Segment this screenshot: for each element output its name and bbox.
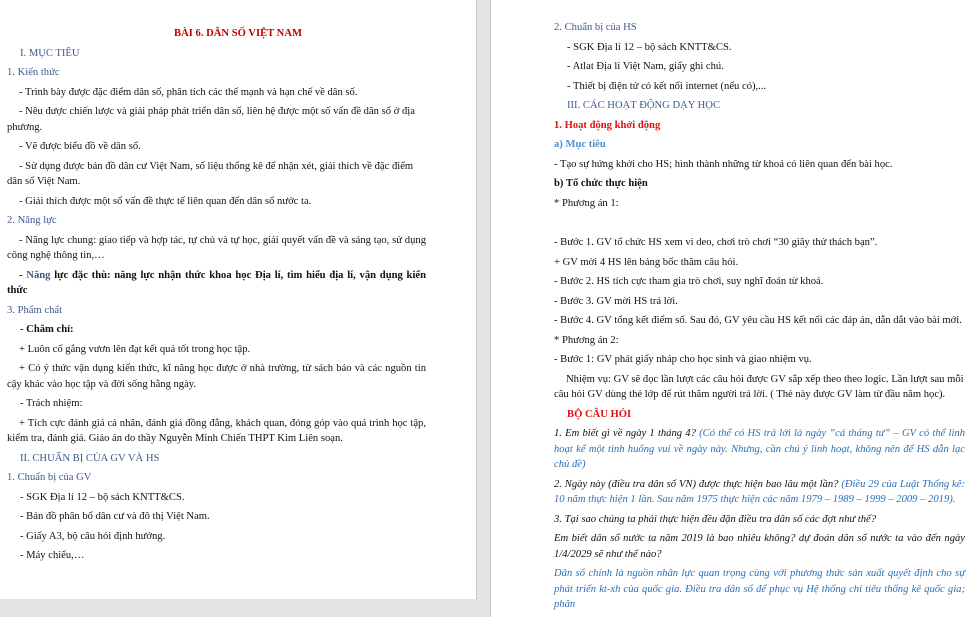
subheading-kien-thuc: 1. Kiến thức — [7, 67, 60, 78]
list-item: - SGK Địa lí 12 – bộ sách KNTT&CS. — [567, 41, 732, 53]
list-item: - Bản đồ phân bố dân cư và đô thị Việt Nam. — [20, 511, 210, 522]
question-text: 2. Ngày này (điều tra dân số VN) được thực hiện bao lâu một lần? — [554, 478, 842, 490]
list-item: + GV mời 4 HS lên bảng bốc thăm câu hỏi. — [554, 256, 739, 268]
paragraph: + Luôn cố gắng vươn lên đạt kết quả tốt trong học tập. — [19, 343, 251, 355]
label-phuong-an-2: * Phương án 2: — [554, 334, 619, 346]
question-2 — [554, 477, 965, 508]
paragraph: - Nêu được chiến lược và giải pháp phát triển dân số, liên hệ được một số vấn đề dân số ở địa phương. — [7, 106, 415, 133]
paragraph: - Giải thích được một số vấn đề thực tế liên quan đến dân số nước ta. — [19, 195, 312, 207]
document-page-left — [0, 0, 477, 599]
question-4 — [554, 531, 965, 562]
question-text: Em biết dân số nước ta năm 2019 là bao nhiêu không? dự đoán dân số nước ta vào đến ngày 1/4/2029 sẽ như thế nào? — [554, 533, 965, 560]
paragraph: - Tạo sự hứng khởi cho HS; hình thành những từ khoá có liên quan đến bài học. — [554, 158, 893, 170]
subheading-nang-luc: 2. Năng lực — [7, 215, 57, 226]
paragraph: + Có ý thức vận dụng kiến thức, kĩ năng học được ở nhà trường, từ sách báo và các nguồn tin cậy khác vào học tập và đời sống hằng ngày. — [7, 363, 426, 390]
paragraph: - Vẽ được biểu đồ về dân số. — [19, 141, 141, 152]
list-item: - Thiết bị điện tử có kết nối internet (nếu có),... — [567, 80, 767, 92]
list-item: - SGK Địa lí 12 – bộ sách KNTT&CS. — [20, 491, 185, 503]
section-heading-chuan-bi: II. CHUẨN BỊ CỦA GV VÀ HS — [20, 452, 160, 464]
list-item: - Giấy A3, bộ câu hỏi định hướng. — [20, 530, 166, 542]
section-heading-muc-tieu: I. MỤC TIÊU — [20, 47, 80, 59]
text: - — [19, 269, 27, 281]
answer-hint: (Điều 29 của Luật Thống kê: 10 năm thực hiện 1 lần. Sau năm 1975 thực hiện các năm 1979 – 1989 – 1999 – 2009 – 2019). — [554, 478, 965, 505]
question-3 — [554, 512, 965, 528]
list-item: - Bước 1. GV tổ chức HS xem vi deo, chơi trò chơi “30 giây thử thách bạn”. — [554, 237, 878, 248]
question-text: 3. Tại sao chúng ta phải thực hiện đều đặn điều tra dân số các đợt như thế? — [554, 513, 877, 525]
paragraph: + Tích cực đánh giá cá nhân, đánh giá đồng đẳng, khách quan, đóng góp vào quá trình học tập, kiểm tra, đánh giá. Giáo án do thầy Nguyễn Minh Chiến THPT Kim Liên soạn. — [7, 417, 426, 444]
heading-hoat-dong-khoi-dong: 1. Hoạt động khởi động — [554, 119, 661, 131]
list-item: - Bước 2. HS tích cực tham gia trò chơi, suy nghĩ đoán từ khoá. — [554, 276, 824, 287]
label-phuong-an-1: * Phương án 1: — [554, 197, 619, 209]
answer-hint: (Có thể có HS trả lời là ngày ”cá tháng tư” – GV có thể linh hoạt kể một tình huống vui về ngày này. Nhưng, cần chú ý linh hoạt, không nên để HS dẫn lạc chủ đề) — [554, 428, 966, 470]
heading-bo-cau-hoi: BỘ CÂU HỎI — [567, 408, 632, 420]
list-item: - Bước 4. GV tổng kết điểm số. Sau đó, GV yêu cầu HS kết nối các đáp án, dẫn dắt vào bài mới. — [554, 315, 962, 326]
list-item: - Atlat Địa lí Việt Nam, giấy ghi chú. — [567, 61, 724, 72]
subheading-chuan-bi-hs: 2. Chuẩn bị của HS — [554, 22, 637, 33]
label-trach-nhiem: - Trách nhiệm: — [20, 398, 83, 409]
paragraph-nhiem-vu: Nhiệm vụ: GV sẽ đọc lần lượt các câu hỏi được GV sắp xếp theo theo logic. Lần lượt sau mỗi câu hỏi GV dùng thẻ lớp để rút thăm người trả lời. ( Thẻ này được GV làm từ đầu năm học). — [554, 373, 964, 400]
paragraph: - Trình bày được đặc điểm dân số, phân tích các thế mạnh và hạn chế về dân số. — [19, 86, 358, 98]
text-highlight: Năng — [26, 269, 51, 281]
text: lực đặc thù: năng lực nhận thức khoa học Địa lí, tìm hiểu địa lí, vận dụng kiến thức — [7, 269, 426, 296]
heading-to-chuc: b) Tổ chức thực hiện — [554, 178, 648, 189]
list-item: - Máy chiếu,… — [20, 550, 85, 561]
section-heading-hoat-dong: III. CÁC HOẠT ĐỘNG DẠY HỌC — [567, 100, 721, 111]
subheading-pham-chat: 3. Phẩm chất — [7, 304, 63, 316]
question-1 — [554, 426, 965, 473]
document-title: BÀI 6. DÂN SỐ VIỆT NAM — [174, 28, 302, 39]
answer-paragraph: Dân số chính là nguồn nhân lực quan trọng cùng với phương thức sản xuất quyết định cho sự phát triển kt-xh của quốc gia. Điều tra dân số để phục vụ Hệ thống chỉ tiêu thống kê quốc gia; phân — [554, 568, 965, 610]
label-cham-chi: - Chăm chỉ: — [20, 324, 74, 335]
subheading-chuan-bi-gv: 1. Chuẩn bị của GV — [7, 472, 92, 483]
question-text: 1. Em biết gì về ngày 1 tháng 4? — [554, 428, 700, 439]
list-item: - Bước 1: GV phát giấy nháp cho học sinh và giao nhiệm vụ. — [554, 354, 812, 365]
paragraph-nang-luc-dac-thu — [7, 268, 426, 299]
document-page-right — [490, 0, 976, 617]
paragraph: - Năng lực chung: giao tiếp và hợp tác, tự chủ và tự học, giải quyết vấn đề và sáng tạo, sử dụng công nghệ thông tin,… — [7, 234, 426, 261]
list-item: - Bước 3. GV mời HS trả lời. — [554, 295, 678, 307]
paragraph: - Sử dụng được bản đồ dân cư Việt Nam, số liệu thống kê để nhận xét, giải thích về đặc điểm dân số Việt Nam. — [7, 160, 414, 187]
heading-muc-tieu: a) Mục tiêu — [554, 139, 606, 150]
